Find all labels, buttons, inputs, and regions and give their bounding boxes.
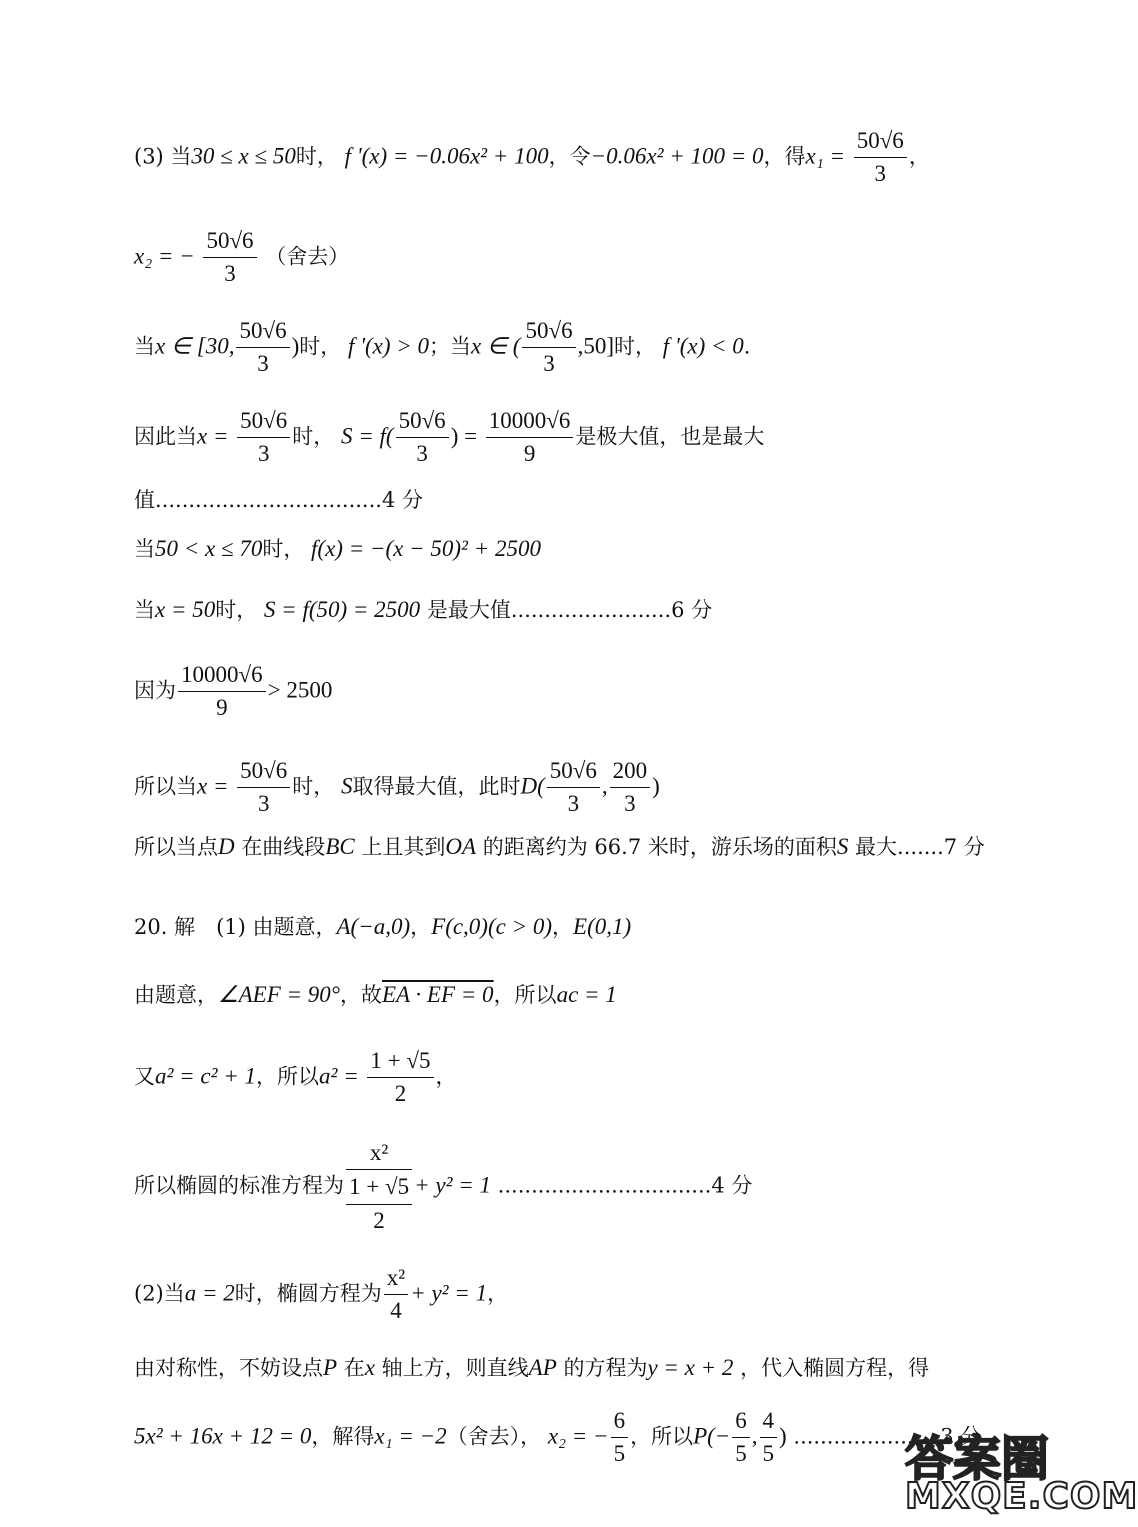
line-score-4: 值..................................4 分 (134, 488, 423, 512)
line-x2-rejected: x₂ = − $\frac{50√6}{3}$ （舍去） (134, 228, 350, 287)
fraction: $\frac{6}{5}$ (611, 1408, 629, 1468)
fraction: $\frac{200}{3}$ (610, 758, 651, 818)
line-case-50-70: 当50 < x ≤ 70时， f(x) = −(x − 50)² + 2500 (134, 536, 541, 561)
watermark-logo-text: 答案圈 (905, 1431, 1050, 1487)
line-angle-aef: 由题意，∠AEF = 90°，故EA · EF = 0，所以ac = 1 (134, 982, 617, 1007)
fraction: $\frac{50√6}{3}$ (854, 128, 907, 188)
line-symmetry: 由对称性，不妨设点P 在x 轴上方，则直线AP 的方程为y = x + 2 ，代入椭圆方程，得 (134, 1355, 930, 1380)
line-conclusion-D: 所以当x = $\frac{50√6}{3}$ 时， S取得最大值，此时D( $\frac{50√6}{3}$ , $\frac{200}{3}$ ) (134, 758, 660, 817)
fraction: $\frac{10000√6}{9}$ (486, 408, 574, 468)
fraction: $\frac{50√6}{3}$ (396, 408, 449, 468)
fraction: $\frac{50√6}{3}$ (236, 318, 289, 378)
fraction: $\frac{50√6}{3}$ (237, 408, 290, 468)
fraction: $\frac{\text{x²}}{4}$ (384, 1265, 408, 1325)
fraction: $\frac{10000√6}{9}$ (178, 662, 266, 722)
line-max-value: 因此当x = $\frac{50√6}{3}$ 时， S = f( $\frac{50√6}{3}$ ) = $\frac{10000√6}{9}$ 是极大值，也是最大 (134, 408, 765, 467)
fraction: $\frac{50√6}{3}$ (203, 228, 256, 288)
line-part3-derivative: (3) 当30 ≤ x ≤ 50时， f '(x) = −0.06x² + 100，令−0.06x² + 100 = 0，得x₁ = $\frac{50√6}{3}$ ， (134, 128, 930, 187)
line-quadratic-solution: 5x² + 16x + 12 = 0，解得x₁ = −2（舍去）， x₂ = − $\frac{6}{5}$ ，所以P(− $\frac{6}{5}$ , $\frac{4}{5}$ ) ......................3 分 (134, 1408, 982, 1467)
line-ellipse-standard: 所以椭圆的标准方程为 $\frac{\text{x²}}{\frac{1 + √5}{2}}$ + y² = 1 ................................4 分 (134, 1140, 753, 1234)
fraction: $\frac{50√6}{3}$ (522, 318, 575, 378)
line-part2-ellipse: (2)当a = 2时，椭圆方程为 $\frac{\text{x²}}{4}$ + y² = 1， (134, 1265, 509, 1324)
line-compare: 因为 $\frac{10000√6}{9}$ > 2500 (134, 662, 333, 721)
fraction: $\frac{4}{5}$ (760, 1408, 778, 1468)
line-monotonicity: 当x ∈ [30, $\frac{50√6}{3}$ )时， f '(x) > 0；当x ∈ ( $\frac{50√6}{3}$ ,50]时， f '(x) < 0. (134, 318, 751, 377)
line-q20-header: 20. 解 (1) 由题意，A(−a,0)，F(c,0)(c > 0)，E(0,1) (134, 914, 632, 939)
fraction: $\frac{1 + √5}{2}$ (367, 1048, 433, 1108)
line-x-50: 当x = 50时， S = f(50) = 2500 是最大值........................6 分 (134, 597, 713, 622)
fraction: $\frac{6}{5}$ (732, 1408, 750, 1468)
nested-fraction: $\frac{1 + √5}{2}$ (346, 1173, 412, 1234)
fraction: $\frac{\text{x²}}{\frac{1 + √5}{2}}$ (346, 1140, 412, 1234)
watermark-url: MXQE.COM (905, 1476, 1138, 1517)
line-a-squared: 又a² = c² + 1，所以a² = $\frac{1 + √5}{2}$ ， (134, 1048, 457, 1107)
fraction: $\frac{50√6}{3}$ (547, 758, 600, 818)
line-final-part3: 所以当点D 在曲线段BC 上且其到OA 的距离约为 66.7 米时，游乐场的面积S 最大.......7 分 (134, 834, 985, 859)
fraction: $\frac{50√6}{3}$ (237, 758, 290, 818)
